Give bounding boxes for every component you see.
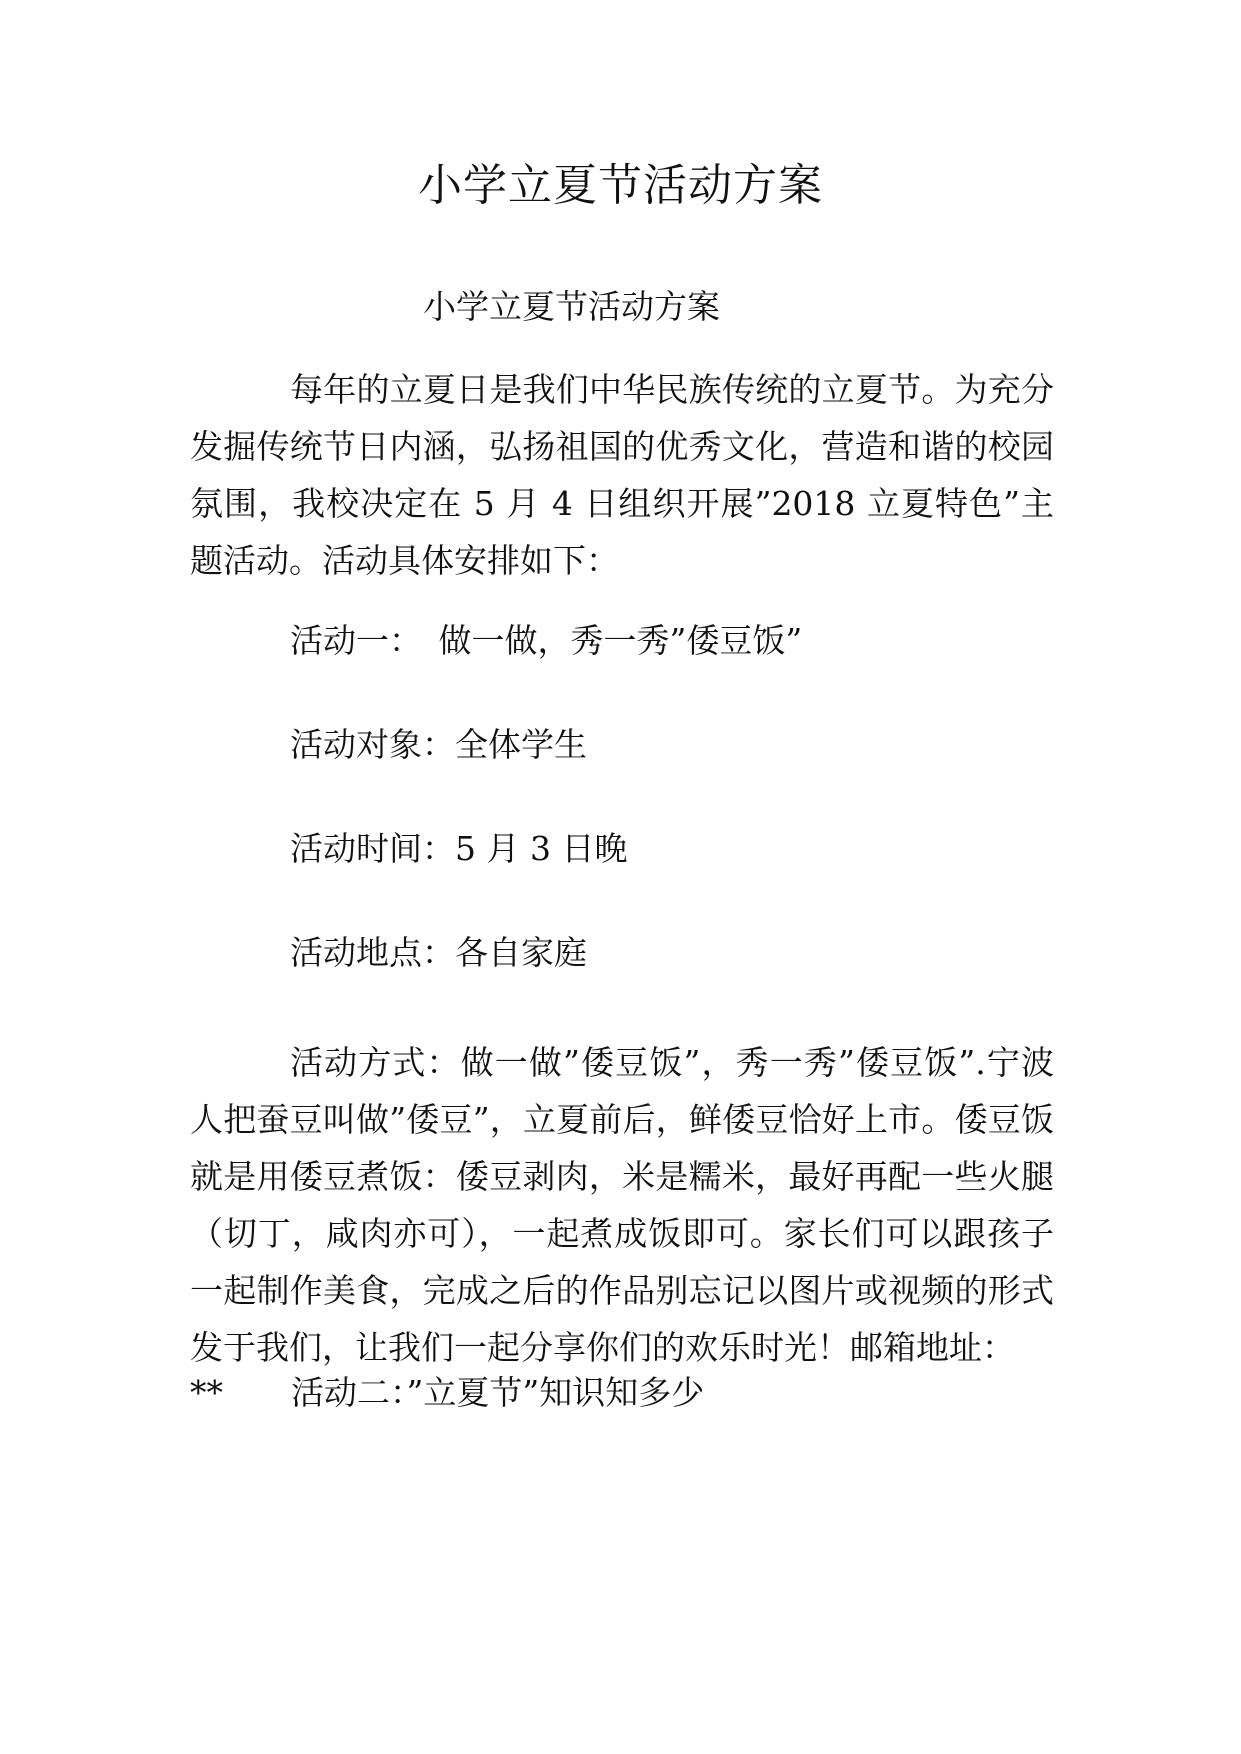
email-and-activity2-line — [190, 1370, 704, 1416]
activity1-method: 活动方式：做一做”倭豆饭”，秀一秀”倭豆饭”.宁波人把蚕豆叫做”倭豆”，立夏前后，鲜倭豆恰好上市。倭豆饭就是用倭豆煮饭：倭豆剥肉，米是糯米，最好再配一些火腿（切丁，咸肉亦可），一起煮成饭即可。家长们可以跟孩子一起制作美食，完成之后的作品别忘记以图片或视频的形式发于我们，让我们一起分享你们的欢乐时光！邮箱地址： — [190, 1043, 1054, 1367]
document-subtitle: 小学立夏节活动方案 — [423, 287, 720, 326]
activity1-place: 活动地点：各自家庭 — [290, 933, 587, 972]
activity1-heading: 活动一： 做一做，秀一秀”倭豆饭” — [290, 621, 803, 660]
activity2-heading: 活动二：”立夏节”知识知多少 — [291, 1373, 705, 1412]
activity1-target: 活动对象：全体学生 — [290, 725, 587, 764]
document-title: 小学立夏节活动方案 — [418, 160, 823, 211]
intro-paragraph: 每年的立夏日是我们中华民族传统的立夏节。为充分发掘传统节日内涵，弘扬祖国的优秀文化，营造和谐的校园氛围，我校决定在 5 月 4 日组织开展”2018 立夏特色”主题活动。活动具体安排如下： — [190, 370, 1054, 580]
activity1-time: 活动时间：5 月 3 日晚 — [290, 829, 628, 868]
email-mask: ** — [190, 1373, 223, 1412]
